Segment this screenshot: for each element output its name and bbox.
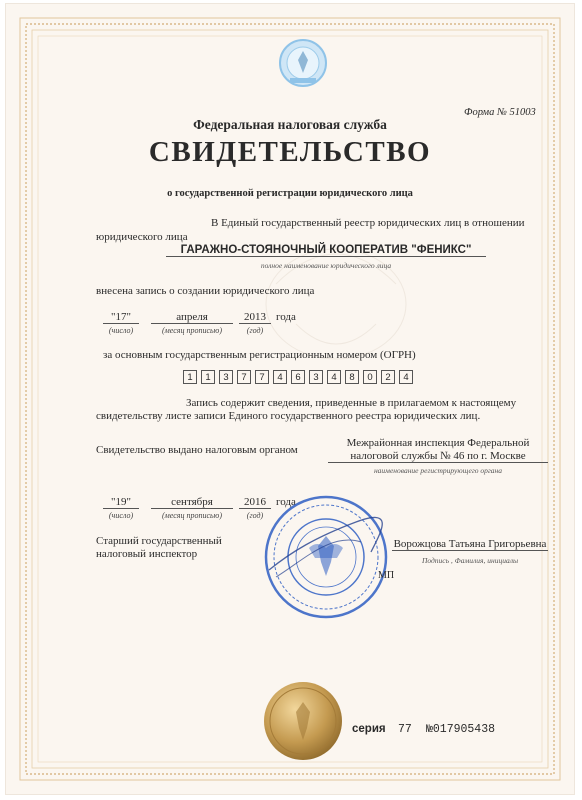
ogrn-digit: 3 [309, 370, 323, 384]
ogrn-digit: 6 [291, 370, 305, 384]
ogrn-digit: 7 [237, 370, 251, 384]
certificate-page [6, 4, 574, 794]
form-number: Форма № 51003 [464, 107, 536, 118]
entry-text: внесена запись о создании юридического лица [96, 285, 315, 297]
issue-date-month-caption: (месяц прописью) [162, 511, 222, 520]
series-label: серия [352, 723, 386, 735]
reg-date-month-caption: (месяц прописью) [162, 326, 222, 335]
entity-name-caption: полное наименование юридического лица [260, 261, 392, 270]
issue-date-year: 2016 [239, 496, 271, 509]
position-line1: Старший государственный [96, 535, 222, 547]
agency-name: Федеральная налоговая служба [193, 117, 387, 132]
document-subtitle: о государственной регистрации юридического лица [167, 188, 413, 199]
ogrn-label: за основным государственным регистрационным номером (ОГРН) [103, 349, 416, 361]
ogrn-digit: 3 [219, 370, 233, 384]
ogrn-digit: 0 [363, 370, 377, 384]
intro-text-line1: В Единый государственный реестр юридических лиц в отношении [211, 217, 525, 229]
entity-name: ГАРАЖНО-СТОЯНОЧНЫЙ КООПЕРАТИВ "ФЕНИКС" [166, 244, 486, 257]
reg-date-year-suffix: года [276, 311, 296, 323]
issue-date-year-suffix: года [276, 496, 296, 508]
ogrn-number [183, 370, 419, 384]
intro-text-line2: юридического лица [96, 231, 188, 243]
certificate-number: №017905438 [426, 723, 496, 736]
ogrn-digit: 1 [201, 370, 215, 384]
record-text-line2: свидетельству листе записи Единого государственного реестра юридических лиц. [96, 410, 481, 422]
reg-date-day-caption: (число) [108, 326, 134, 335]
reg-date-year-caption: (год) [246, 326, 264, 335]
document-title: СВИДЕТЕЛЬСТВО [148, 136, 432, 168]
hologram-emblem [278, 38, 328, 88]
reg-date-day: "17" [103, 311, 139, 324]
record-text-line1: Запись содержит сведения, приведенные в прилагаемом к настоящему [186, 397, 517, 409]
stamp-mark-mp: МП [378, 570, 395, 581]
reg-date-month: апреля [151, 311, 233, 324]
gold-seal [262, 680, 344, 762]
ogrn-digit: 4 [399, 370, 413, 384]
ogrn-digit: 1 [183, 370, 197, 384]
signer-name: Ворожцова Татьяна Григорьевна [393, 538, 547, 550]
position-line2: налоговый инспектор [96, 548, 198, 560]
ogrn-digit: 4 [273, 370, 287, 384]
issue-date-day-caption: (число) [108, 511, 134, 520]
signer-caption: Подпись , Фамилия, инициалы [421, 556, 519, 565]
official-stamp [261, 492, 391, 622]
issuer-caption: наименование регистрирующего органа [373, 466, 503, 475]
issue-date-month: сентября [151, 496, 233, 509]
issuer-line2: налоговой службы № 46 по г. Москве [328, 450, 548, 463]
issue-date-year-caption: (год) [246, 511, 264, 520]
ogrn-digit: 4 [327, 370, 341, 384]
series-value: 77 [398, 723, 412, 736]
reg-date-year: 2013 [239, 311, 271, 324]
ogrn-digit: 2 [381, 370, 395, 384]
issued-by-label: Свидетельство выдано налоговым органом [96, 444, 298, 456]
ogrn-digit: 7 [255, 370, 269, 384]
issue-date-day: "19" [103, 496, 139, 509]
ogrn-digit: 8 [345, 370, 359, 384]
issuer-line1: Межрайонная инспекция Федеральной [346, 437, 530, 449]
